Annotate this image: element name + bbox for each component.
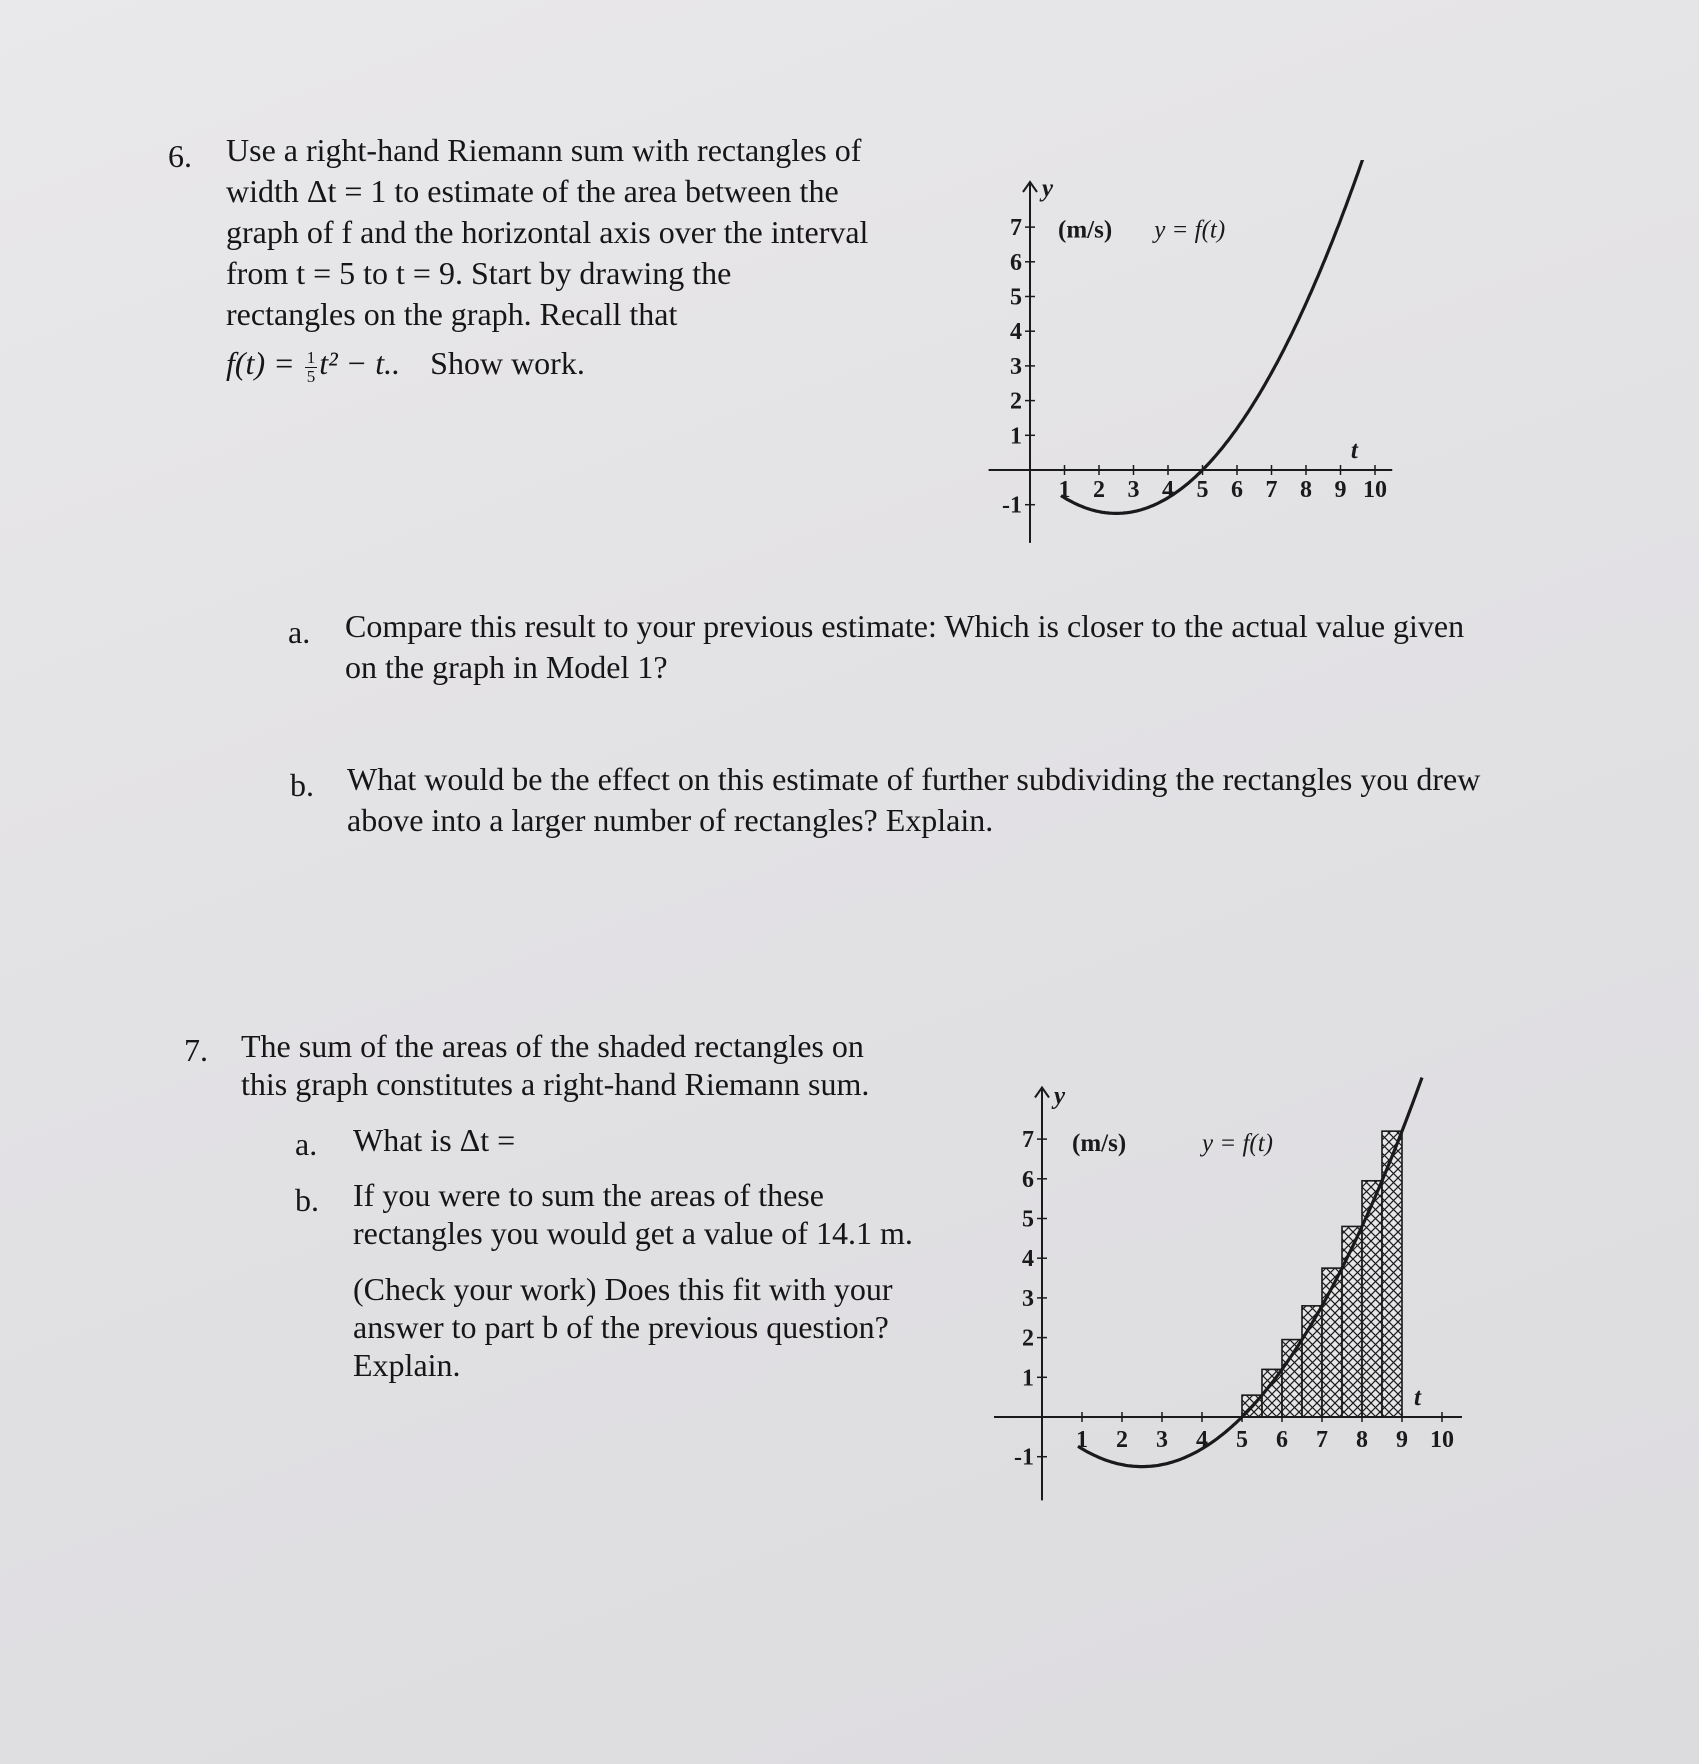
- graph-f-of-t: [970, 160, 1430, 560]
- q6-line: graph of f and the horizontal axis over the interval: [226, 214, 869, 250]
- y-tick-label: 1: [1022, 1365, 1034, 1392]
- q7-line: The sum of the areas of the shaded rectangles on: [241, 1028, 864, 1064]
- q7-number: 7.: [184, 1032, 208, 1068]
- x-tick-label: 6: [1231, 477, 1243, 503]
- y-tick-label: 5: [1010, 284, 1022, 311]
- y-tick-label: 1: [1010, 423, 1022, 450]
- x-tick-label: 3: [1156, 1427, 1168, 1453]
- q6b-text: [347, 759, 1480, 841]
- y-tick-label: 3: [1022, 1285, 1034, 1312]
- q6-line: from t = 5 to t = 9. Start by drawing the: [226, 255, 732, 291]
- q7b-line: If you were to sum the areas of these: [353, 1177, 824, 1213]
- y-tick-label: 6: [1010, 249, 1022, 276]
- x-tick-label: 9: [1334, 477, 1347, 503]
- q7-check-line: answer to part b of the previous question?: [353, 1309, 889, 1345]
- x-tick-label: 6: [1276, 1427, 1288, 1453]
- show-work-text: Show work.: [430, 345, 585, 381]
- formula-lhs: f(t) =: [226, 345, 303, 381]
- q6a-label: a.: [288, 614, 311, 650]
- q7b-label: b.: [295, 1182, 319, 1218]
- y-tick-label: 4: [1022, 1246, 1034, 1273]
- y-tick-label: 5: [1022, 1206, 1034, 1233]
- q7-check-text: [353, 1270, 892, 1384]
- x-tick-label: 4: [1162, 477, 1174, 503]
- y-tick-label: 3: [1010, 353, 1022, 380]
- q6a-line: Compare this result to your previous estimate: Which is closer to the actual value given: [345, 608, 1465, 644]
- x-tick-label: 7: [1265, 477, 1278, 503]
- formula-rest: t² − t..: [319, 345, 401, 381]
- riemann-rectangle: [1342, 1226, 1362, 1417]
- y-tick-label: 7: [1010, 215, 1022, 242]
- y-tick-label: 2: [1010, 388, 1022, 415]
- y-axis-label: y: [1054, 1082, 1066, 1110]
- x-tick-label: 10: [1430, 1427, 1454, 1453]
- x-tick-label: 9: [1396, 1427, 1408, 1453]
- fraction-denominator: 5: [306, 367, 316, 386]
- y-tick-label: -1: [1014, 1444, 1034, 1471]
- y-tick-label: 7: [1022, 1127, 1034, 1154]
- x-tick-label: 5: [1236, 1427, 1248, 1453]
- q7-line: this graph constitutes a right-hand Riemann sum.: [241, 1066, 870, 1102]
- x-tick-label: 8: [1356, 1427, 1368, 1453]
- q7-check-line: (Check your work) Does this fit with your: [353, 1271, 893, 1307]
- q7a-label: a.: [295, 1126, 318, 1162]
- riemann-rectangle: [1282, 1340, 1302, 1417]
- x-axis-label: t: [1414, 1384, 1421, 1411]
- x-tick-label: 2: [1093, 477, 1105, 503]
- q6b-line: above into a larger number of rectangles? Explain.: [347, 802, 994, 838]
- q6b-label: b.: [290, 767, 314, 803]
- q7b-text: [353, 1176, 913, 1252]
- fraction-numerator: 1: [306, 348, 316, 367]
- y-unit-label: (m/s): [1072, 1130, 1127, 1158]
- curve-f: [1058, 160, 1365, 513]
- x-tick-label: 7: [1316, 1427, 1328, 1453]
- graph-riemann-rectangles: [975, 1070, 1475, 1520]
- q6-line: width Δt = 1 to estimate of the area between the: [226, 173, 839, 209]
- q6a-line: on the graph in Model 1?: [345, 649, 668, 685]
- x-tick-label: 2: [1116, 1427, 1128, 1453]
- x-tick-label: 8: [1300, 477, 1312, 503]
- y-axis-label: y: [1042, 174, 1054, 202]
- y-tick-label: 6: [1022, 1166, 1034, 1193]
- x-tick-label: 10: [1363, 477, 1387, 503]
- q6a-text: [345, 606, 1464, 688]
- q7a-text: What is Δt =: [353, 1122, 516, 1158]
- x-tick-label: 1: [1058, 477, 1071, 503]
- q6-line: Use a right-hand Riemann sum with rectangles of: [226, 132, 862, 168]
- q7-prompt: [241, 1027, 869, 1103]
- curve-label: y = f(t): [1154, 216, 1226, 244]
- curve-label: y = f(t): [1202, 1130, 1274, 1158]
- x-tick-label: 3: [1127, 477, 1140, 503]
- y-tick-label: -1: [1002, 492, 1022, 519]
- q6-line: rectangles on the graph. Recall that: [226, 296, 678, 332]
- formula-fraction: [305, 349, 318, 386]
- y-unit-label: (m/s): [1058, 216, 1113, 244]
- q7b-line: rectangles you would get a value of 14.1 m.: [353, 1215, 913, 1251]
- y-tick-label: 4: [1010, 319, 1022, 346]
- q6-prompt: [226, 130, 868, 386]
- x-axis-label: t: [1350, 437, 1358, 464]
- q6b-line: What would be the effect on this estimate of further subdividing the rectangles you drew: [347, 761, 1481, 797]
- q6-number: 6.: [168, 138, 192, 174]
- x-tick-label: 1: [1076, 1427, 1088, 1453]
- y-tick-label: 2: [1022, 1325, 1034, 1352]
- q6-formula-line: [226, 343, 868, 386]
- x-tick-label: 5: [1196, 477, 1209, 503]
- x-tick-label: 4: [1196, 1427, 1208, 1453]
- q7-check-line: Explain.: [353, 1347, 461, 1383]
